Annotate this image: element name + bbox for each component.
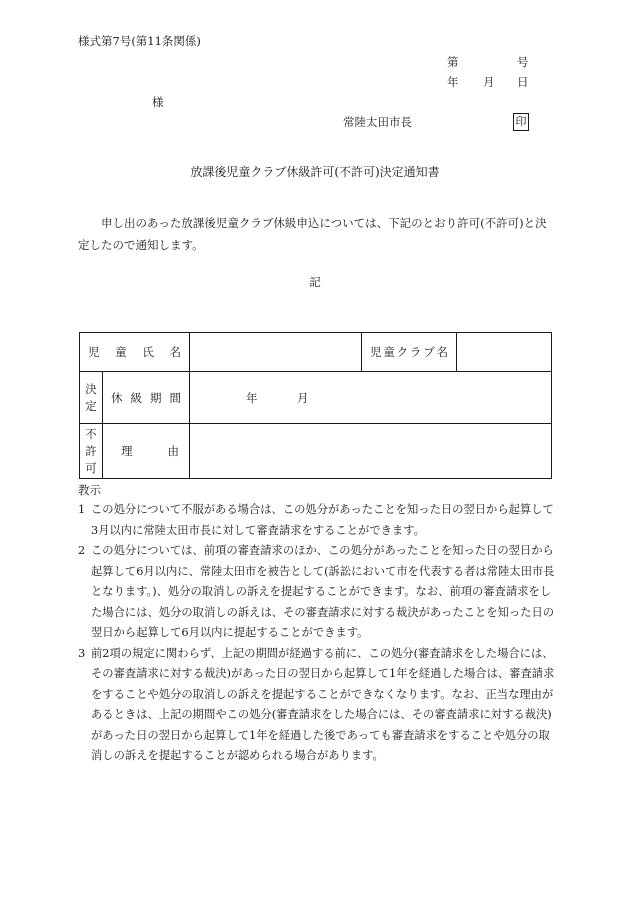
period-value [190, 372, 552, 424]
form-number: 様式第7号(第11条関係) [78, 34, 201, 48]
addressee-suffix: 様 [152, 95, 164, 109]
note-text: この処分については、前項の審査請求のほか、この処分があったことを知った日の翌日から起算して6月以内に、常陸太田市を被告として(訴訟において市を代表する者は常陸太田市長となります。)、処分の取消しの訴えを提起することができます。なお、前項の審査請求をした場合には、処分の取消しの訴えは、その審査請求に対する裁決があったことを知った日の翌日から起算して6月以内に提起することができます。 [91, 544, 555, 639]
ki-heading: 記 [309, 275, 321, 289]
club-name-label: 児童クラブ名 [362, 333, 457, 372]
date-year-label: 年 [447, 75, 459, 89]
notes-list [78, 500, 560, 767]
club-name-value [457, 333, 552, 372]
table-row [80, 424, 552, 479]
detail-table [79, 332, 552, 479]
table-row [80, 333, 552, 372]
table-row [80, 372, 552, 424]
list-item [78, 500, 560, 541]
period-year-label: 年 [246, 390, 258, 405]
seal-mark: 印 [513, 113, 529, 131]
note-number: 2 [78, 544, 86, 557]
decision-label: 決 定 [80, 372, 103, 424]
rejection-label: 不 許 可 [80, 424, 103, 479]
body-paragraph: 申し出のあった放課後児童クラブ休級申込については、下記のとおり許可(不許可)と決定したので通知します。 [78, 216, 547, 252]
reason-value [190, 424, 552, 479]
document-number-label: 第 [447, 55, 459, 69]
child-name-label: 児 童 氏 名 [80, 333, 190, 372]
note-number: 3 [78, 646, 86, 660]
note-text: 前2項の規定に関わらず、上記の期間が経過する前に、この処分(審査請求をした場合には、その審査請求に対する裁決)があった日の翌日から起算して1年を経過した場合は、審査請求をすることや処分の取消しの訴えを提起することができなくなります。なお、正当な理由があるときは、上記の期間やこの処分(審査請求をした場合には、その審査請求に対する裁決)があった日の翌日から起算して1年を経過した後であっても審査請求をすることや処分の取消しの訴えを提起することが認められる場合があります。 [91, 646, 555, 762]
list-item [78, 541, 560, 644]
period-month-label: 月 [297, 390, 309, 405]
list-item [78, 644, 560, 767]
document-number-suffix: 号 [517, 55, 529, 69]
period-label: 休 級 期 間 [103, 372, 190, 424]
date-month-label: 月 [483, 75, 495, 89]
note-text: この処分について不服がある場合は、この処分があったことを知った日の翌日から起算して3月以内に常陸太田市長に対して審査請求をすることができます。 [91, 503, 554, 537]
child-name-value [190, 333, 362, 372]
date-day-label: 日 [517, 75, 529, 89]
document-title: 放課後児童クラブ休級許可(不許可)決定通知書 [190, 165, 440, 179]
note-number: 1 [78, 503, 86, 516]
issuer-name: 常陸太田市長 [343, 115, 412, 129]
notes-heading: 教示 [78, 483, 101, 497]
reason-label: 理 由 [103, 424, 190, 479]
